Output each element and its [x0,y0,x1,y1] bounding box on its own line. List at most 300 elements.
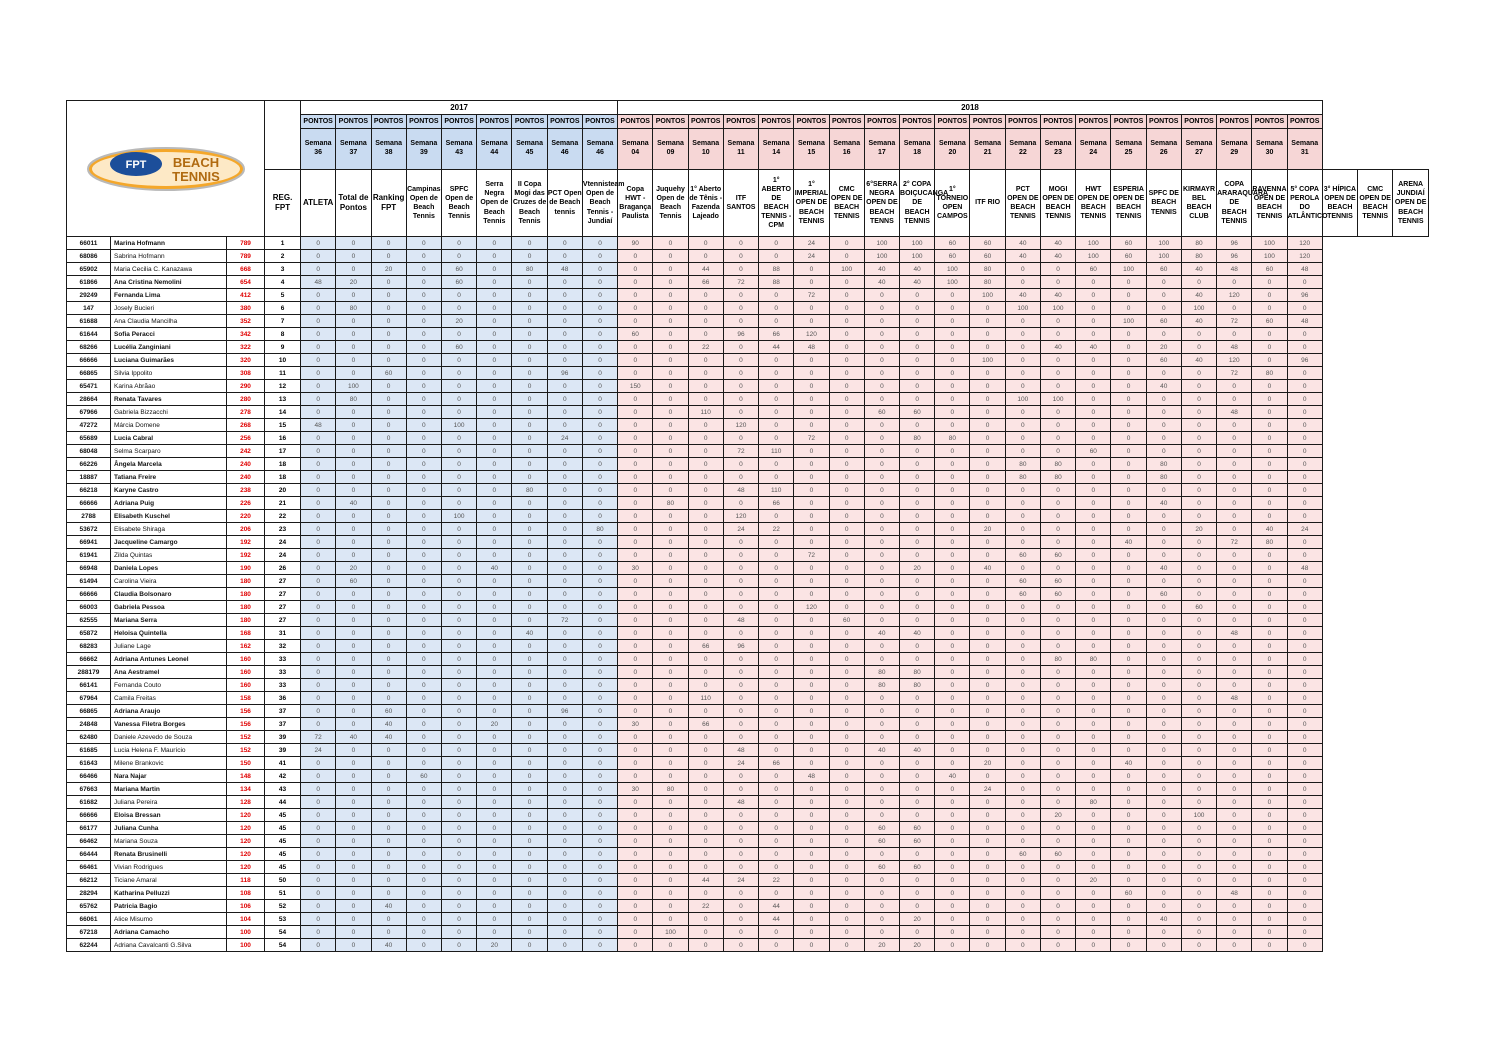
points-cell: 0 [1005,419,1040,432]
points-cell: 0 [1181,718,1216,731]
points-cell: 0 [653,367,688,380]
points-cell: 0 [547,835,582,848]
points-cell: 0 [1111,289,1146,302]
points-cell: 0 [1181,731,1216,744]
points-cell: 0 [829,341,864,354]
ranking-cell: 27 [265,575,301,588]
points-cell: 0 [1181,627,1216,640]
points-cell: 0 [441,302,476,315]
points-cell: 0 [935,757,970,770]
points-cell: 0 [441,432,476,445]
points-cell: 0 [1181,432,1216,445]
points-cell: 0 [759,666,794,679]
event-name-header: RAVENNA OPEN DE BEACH TENNIS [1252,170,1287,237]
points-cell: 120 [723,510,758,523]
table-row [67,718,1429,731]
points-cell: 72 [723,445,758,458]
points-cell: 48 [1287,562,1322,575]
points-cell: 0 [723,705,758,718]
points-cell: 0 [900,601,935,614]
points-cell: 0 [759,744,794,757]
ranking-cell: 13 [265,393,301,406]
points-cell: 0 [512,341,547,354]
points-cell: 100 [970,354,1005,367]
points-cell: 0 [935,861,970,874]
points-cell: 0 [688,328,723,341]
points-cell: 100 [1146,250,1181,263]
points-cell: 0 [406,926,441,939]
points-cell: 0 [723,575,758,588]
points-cell: 0 [864,289,899,302]
points-cell: 0 [618,770,653,783]
points-cell: 0 [1040,913,1075,926]
points-cell: 0 [970,471,1005,484]
points-cell: 0 [371,445,406,458]
total-points-cell: 190 [227,562,265,575]
points-cell: 0 [1005,796,1040,809]
points-cell: 0 [582,549,617,562]
points-cell: 0 [406,900,441,913]
table-row [67,250,1429,263]
points-cell: 0 [1181,913,1216,926]
points-cell: 0 [1217,445,1252,458]
table-row [67,445,1429,458]
total-points-cell: 789 [227,250,265,263]
points-cell: 0 [688,354,723,367]
points-cell: 20 [477,718,512,731]
points-cell: 0 [900,575,935,588]
points-cell: 60 [1005,848,1040,861]
points-cell: 0 [759,770,794,783]
week-header: Semana 22 [1005,129,1040,170]
points-cell: 0 [1040,627,1075,640]
points-cell: 0 [547,913,582,926]
points-cell: 0 [829,562,864,575]
points-cell: 0 [1252,653,1287,666]
points-cell: 0 [336,926,371,939]
points-cell: 0 [547,718,582,731]
points-cell: 0 [1217,497,1252,510]
points-cell: 20 [970,757,1005,770]
points-cell: 0 [1252,770,1287,783]
total-points-cell: 120 [227,835,265,848]
reg-fpt-cell: 66061 [67,913,111,926]
week-header: Semana 26 [1146,129,1181,170]
points-cell: 0 [477,549,512,562]
total-points-cell: 120 [227,822,265,835]
points-cell: 0 [336,263,371,276]
points-cell: 0 [512,679,547,692]
points-cell: 0 [1252,588,1287,601]
points-cell: 0 [1181,458,1216,471]
points-cell: 0 [406,692,441,705]
table-row [67,913,1429,926]
points-cell: 0 [1252,341,1287,354]
points-cell: 60 [1111,887,1146,900]
points-cell: 0 [864,445,899,458]
ranking-cell: 45 [265,848,301,861]
points-cell: 0 [406,588,441,601]
points-cell: 0 [477,861,512,874]
points-cell: 0 [688,367,723,380]
athlete-name-cell: Vivian Rodrigues [111,861,227,874]
points-cell: 0 [441,497,476,510]
points-cell: 0 [900,484,935,497]
points-cell: 0 [1076,718,1111,731]
points-cell: 0 [1076,614,1111,627]
reg-fpt-cell: 66466 [67,770,111,783]
points-cell: 0 [547,926,582,939]
athlete-name-cell: Heloisa Quintella [111,627,227,640]
total-points-cell: 280 [227,393,265,406]
points-cell: 0 [829,315,864,328]
points-cell: 0 [1111,354,1146,367]
points-cell: 96 [547,705,582,718]
points-cell: 0 [759,380,794,393]
points-cell: 0 [900,692,935,705]
points-cell: 66 [688,640,723,653]
table-row [67,848,1429,861]
table-row [67,419,1429,432]
points-cell: 0 [970,484,1005,497]
ranking-cell: 27 [265,588,301,601]
points-cell: 0 [759,731,794,744]
points-cell: 0 [1181,926,1216,939]
points-cell: 0 [301,848,336,861]
points-cell: 0 [336,315,371,328]
points-cell: 0 [477,588,512,601]
athlete-name-cell: Adriana Araujo [111,705,227,718]
table-row [67,601,1429,614]
points-cell: 0 [900,380,935,393]
points-cell: 0 [688,549,723,562]
points-cell: 0 [406,406,441,419]
points-cell: 80 [1005,471,1040,484]
points-cell: 0 [723,588,758,601]
points-cell: 0 [1005,718,1040,731]
event-name-header: KIRMAYR BEL BEACH CLUB [1181,170,1216,237]
points-cell: 0 [406,367,441,380]
points-cell: 0 [547,354,582,367]
points-cell: 0 [829,367,864,380]
points-cell: 0 [1287,770,1322,783]
points-cell: 0 [1111,926,1146,939]
points-cell: 0 [1076,731,1111,744]
table-row [67,614,1429,627]
points-cell: 0 [935,731,970,744]
total-points-cell: 256 [227,432,265,445]
points-cell: 0 [829,705,864,718]
points-cell: 0 [406,939,441,952]
points-cell: 100 [441,510,476,523]
points-cell: 0 [547,328,582,341]
event-name-header: 1° TORNEIO OPEN CAMPOS [935,170,970,237]
points-cell: 0 [1287,861,1322,874]
points-cell: 0 [688,926,723,939]
points-cell: 0 [1287,328,1322,341]
points-cell: 0 [759,861,794,874]
points-cell: 0 [1076,757,1111,770]
athlete-name-cell: Márcia Domene [111,419,227,432]
points-cell: 0 [794,367,829,380]
points-cell: 0 [618,575,653,588]
points-cell: 0 [829,731,864,744]
points-cell: 0 [864,640,899,653]
points-cell: 0 [301,874,336,887]
points-cell: 0 [512,601,547,614]
points-cell: 0 [618,536,653,549]
points-cell: 0 [441,588,476,601]
points-cell: 0 [1146,406,1181,419]
points-cell: 0 [371,302,406,315]
table-row [67,627,1429,640]
points-cell: 0 [336,354,371,367]
reg-fpt-cell: 67964 [67,692,111,705]
points-cell: 24 [794,250,829,263]
points-cell: 0 [371,861,406,874]
points-cell: 60 [900,822,935,835]
points-cell: 0 [618,809,653,822]
points-cell: 0 [1181,614,1216,627]
points-cell: 0 [1111,601,1146,614]
athlete-name-cell: Milene Brankovic [111,757,227,770]
points-cell: 0 [1040,419,1075,432]
points-cell: 48 [723,744,758,757]
points-cell: 0 [1217,913,1252,926]
points-cell: 0 [336,848,371,861]
points-cell: 0 [512,666,547,679]
points-cell: 0 [618,679,653,692]
points-cell: 0 [1181,874,1216,887]
points-cell: 0 [512,380,547,393]
points-cell: 0 [441,484,476,497]
ranking-cell: 41 [265,757,301,770]
points-cell: 0 [477,380,512,393]
event-name-header: Vtennisteam Open de Beach Tennis - Jundiaí [582,170,617,237]
event-name-header: Copa HWT - Bragança Paulista [618,170,653,237]
points-cell: 0 [1252,692,1287,705]
points-cell: 0 [829,536,864,549]
table-row [67,315,1429,328]
points-cell: 0 [1076,497,1111,510]
points-cell: 24 [723,523,758,536]
points-cell: 0 [829,458,864,471]
athlete-name-cell: Fernanda Couto [111,679,227,692]
points-cell: 0 [1040,861,1075,874]
points-cell: 0 [512,744,547,757]
points-cell: 0 [547,380,582,393]
points-cell: 60 [900,835,935,848]
points-cell: 0 [1005,679,1040,692]
points-cell: 0 [653,614,688,627]
points-cell: 0 [864,887,899,900]
event-name-header: PCT OPEN DE BEACH TENNIS [1005,170,1040,237]
points-cell: 0 [935,744,970,757]
points-cell: 0 [477,874,512,887]
points-cell: 0 [547,471,582,484]
points-cell: 100 [1146,237,1181,250]
points-cell: 100 [900,250,935,263]
athlete-name-cell: Adriana Antunes Leonel [111,653,227,666]
points-cell: 0 [301,926,336,939]
points-cell: 0 [1040,354,1075,367]
points-cell: 0 [1005,887,1040,900]
points-cell: 0 [1252,627,1287,640]
week-header: Semana 14 [759,129,794,170]
points-cell: 0 [1252,822,1287,835]
points-cell: 0 [1181,653,1216,666]
points-cell: 60 [371,705,406,718]
points-cell: 0 [618,393,653,406]
points-cell: 0 [477,640,512,653]
points-cell: 22 [759,874,794,887]
week-header: Semana 20 [935,129,970,170]
week-header: Semana 36 [301,129,336,170]
points-cell: 0 [371,835,406,848]
points-cell: 60 [864,822,899,835]
points-cell: 88 [759,276,794,289]
points-cell: 0 [829,510,864,523]
points-cell: 0 [1040,497,1075,510]
points-cell: 0 [1005,770,1040,783]
points-cell: 0 [618,510,653,523]
points-cell: 0 [371,640,406,653]
points-cell: 0 [900,549,935,562]
points-cell: 0 [1252,380,1287,393]
points-cell: 0 [477,848,512,861]
points-cell: 0 [723,692,758,705]
points-cell: 40 [864,276,899,289]
points-cell: 0 [547,770,582,783]
points-cell: 0 [547,861,582,874]
points-cell: 0 [970,744,1005,757]
points-cell: 80 [336,393,371,406]
points-cell: 0 [653,380,688,393]
points-cell: 0 [864,536,899,549]
points-cell: 0 [1111,679,1146,692]
points-cell: 0 [794,627,829,640]
points-cell: 0 [829,380,864,393]
points-cell: 0 [1005,835,1040,848]
points-cell: 0 [688,705,723,718]
points-cell: 0 [829,653,864,666]
points-cell: 0 [1111,276,1146,289]
points-cell: 0 [723,666,758,679]
points-cell: 20 [864,939,899,952]
points-cell: 0 [723,536,758,549]
points-cell: 0 [935,575,970,588]
reg-fpt-cell: 66177 [67,822,111,835]
points-cell: 0 [829,406,864,419]
points-cell: 0 [1217,926,1252,939]
points-cell: 0 [618,432,653,445]
points-cell: 0 [1040,367,1075,380]
points-cell: 0 [406,419,441,432]
points-cell: 0 [336,523,371,536]
points-cell: 0 [371,237,406,250]
points-cell: 0 [371,432,406,445]
points-cell: 0 [1287,380,1322,393]
athlete-name-cell: Maria Cecilia C. Kanazawa [111,263,227,276]
table-row [67,549,1429,562]
points-cell: 0 [301,471,336,484]
points-cell: 0 [582,289,617,302]
event-name-header: ITF SANTOS [723,170,758,237]
points-cell: 0 [371,523,406,536]
points-cell: 30 [618,562,653,575]
points-cell: 0 [1076,692,1111,705]
points-cell: 0 [1040,640,1075,653]
points-cell: 0 [441,289,476,302]
ranking-cell: 51 [265,887,301,900]
ranking-cell: 2 [265,250,301,263]
points-cell: 0 [371,458,406,471]
points-cell: 0 [477,263,512,276]
table-row [67,757,1429,770]
points-cell: 0 [723,315,758,328]
points-cell: 0 [759,809,794,822]
points-cell: 0 [371,913,406,926]
points-cell: 0 [512,328,547,341]
points-cell: 0 [582,302,617,315]
points-cell: 0 [1146,783,1181,796]
points-cell: 0 [970,445,1005,458]
points-cell: 0 [301,601,336,614]
points-cell: 0 [1252,861,1287,874]
points-cell: 0 [1146,718,1181,731]
points-cell: 0 [723,731,758,744]
athlete-name-cell: Eloisa Bressan [111,809,227,822]
total-points-cell: 100 [227,939,265,952]
points-cell: 0 [723,601,758,614]
points-cell: 0 [1181,861,1216,874]
points-cell: 0 [582,757,617,770]
points-cell: 0 [301,653,336,666]
table-row [67,510,1429,523]
points-cell: 0 [653,341,688,354]
points-cell: 0 [653,237,688,250]
points-cell: 0 [1217,484,1252,497]
points-cell: 30 [618,783,653,796]
points-cell: 0 [547,419,582,432]
points-cell: 0 [301,900,336,913]
points-cell: 96 [1287,289,1322,302]
points-cell: 0 [301,341,336,354]
points-cell: 0 [1040,562,1075,575]
points-cell: 0 [1111,939,1146,952]
points-cell: 0 [759,250,794,263]
points-cell: 0 [1252,705,1287,718]
points-cell: 0 [1005,692,1040,705]
points-cell: 0 [759,237,794,250]
points-cell: 0 [1146,679,1181,692]
points-cell: 0 [1252,731,1287,744]
points-cell: 0 [1146,887,1181,900]
points-cell: 0 [1040,380,1075,393]
points-cell: 0 [1040,718,1075,731]
points-header: PONTOS [900,115,935,129]
points-cell: 0 [618,640,653,653]
points-cell: 0 [441,900,476,913]
points-cell: 0 [1252,614,1287,627]
points-cell: 0 [1076,861,1111,874]
points-cell: 0 [512,549,547,562]
points-cell: 0 [970,614,1005,627]
points-cell: 0 [688,562,723,575]
points-cell: 120 [723,419,758,432]
points-cell: 0 [900,302,935,315]
points-cell: 80 [900,666,935,679]
